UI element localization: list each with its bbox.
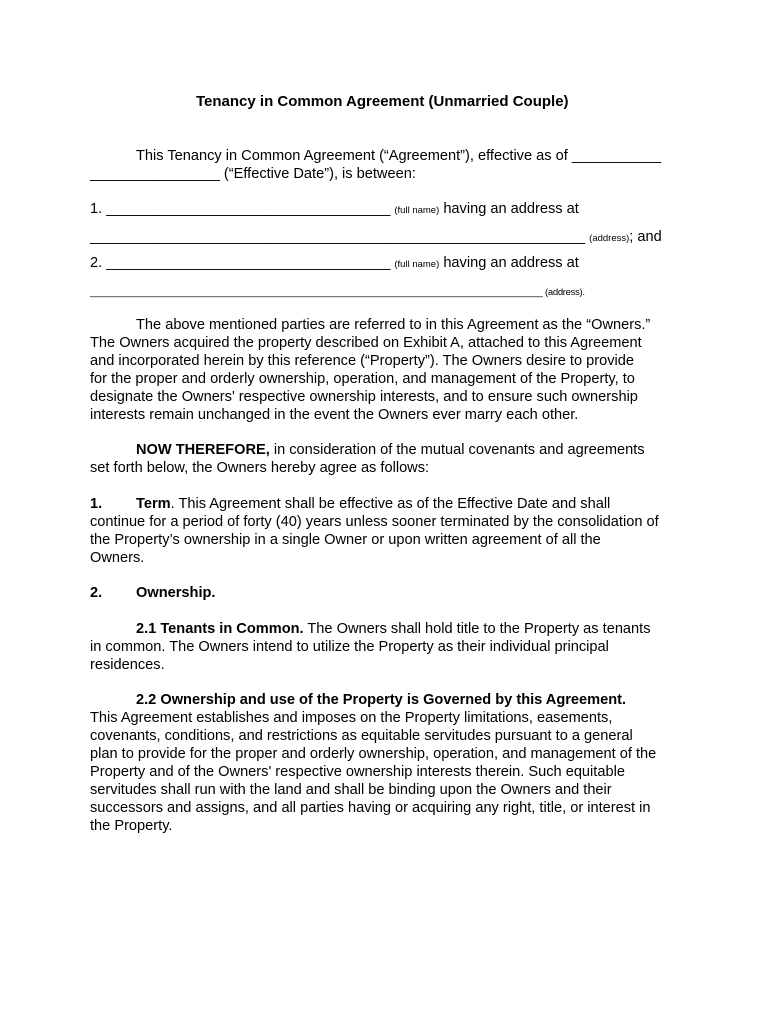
now-therefore-line-1	[136, 442, 645, 460]
recital-line-2: The Owners acquired the property described on Exhibit A, attached to this Agreement	[90, 335, 642, 351]
recital-line-3: and incorporated herein by this reference (“Property”). The Owners desire to provide	[90, 353, 635, 369]
intro-line-1: This Tenancy in Common Agreement (“Agreement”), effective as of ___________	[136, 148, 662, 164]
having-address-text: having an address at	[443, 201, 579, 217]
now-therefore-rest: in consideration of the mutual covenants and agreements	[269, 442, 645, 458]
party-2-number: 2.	[90, 255, 103, 271]
section-2-2-line-1: This Agreement establishes and imposes on the Property limitations, easements,	[90, 710, 613, 726]
recital-line-5: designate the Owners' respective ownership interests, and to ensure such ownership	[90, 389, 638, 405]
section-1-line-4: Owners.	[90, 550, 145, 566]
section-1-line-3: the Property’s ownership in a single Owner or upon written agreement of all the	[90, 532, 601, 548]
section-1-line-1	[90, 496, 102, 514]
section-2-2-heading: 2.2 Ownership and use of the Property is Governed by this Agreement.	[136, 692, 627, 708]
party-1-address-line	[90, 229, 662, 248]
section-2-1-line-1	[136, 621, 651, 639]
section-2-1-line-3: residences.	[90, 657, 165, 673]
having-address-text-2: having an address at	[443, 255, 579, 271]
section-2-heading: Ownership.	[136, 585, 216, 601]
now-therefore-line-2: set forth below, the Owners hereby agree as follows:	[90, 460, 430, 476]
party-1-number: 1.	[90, 201, 103, 217]
address-label: (address)	[589, 233, 630, 244]
party-1-line	[90, 201, 579, 220]
full-name-label: (full name)	[394, 205, 440, 216]
intro-line-2: ________________ (“Effective Date”), is between:	[90, 166, 416, 182]
section-2-2-line-7: the Property.	[90, 818, 173, 834]
section-2-2-line-5: servitudes shall run with the land and shall be binding upon the Owners and their	[90, 782, 612, 798]
section-1-heading: Term	[136, 496, 171, 512]
section-1-number: 1.	[90, 496, 103, 512]
section-2-1-first: The Owners shall hold title to the Property as tenants	[303, 621, 651, 637]
recital-line-1: The above mentioned parties are referred to in this Agreement as the “Owners.”	[136, 317, 651, 333]
full-name-label-2: (full name)	[394, 259, 440, 270]
section-1-first: . This Agreement shall be effective as of the Effective Date and shall	[170, 496, 611, 512]
party-2-address-blank[interactable]: ______________________________________________________________________________________	[90, 287, 543, 298]
recital-line-4: for the proper and orderly ownership, operation, and management of the Property, to	[90, 371, 635, 387]
party-2-line	[90, 255, 579, 274]
section-2-2-line-6: successors and assigns, and all parties having or acquiring any right, title, or interest in	[90, 800, 651, 816]
recital-line-6: interests remain unchanged in the event the Owners ever marry each other.	[90, 407, 579, 423]
section-1-line-2: continue for a period of forty (40) years unless sooner terminated by the consolidation of	[90, 514, 659, 530]
section-2-2-line-2: covenants, conditions, and restrictions as equitable servitudes pursuant to a general	[90, 728, 633, 744]
party-2-address-line	[90, 284, 585, 302]
section-1-heading-line	[136, 496, 610, 514]
party-1-name-blank[interactable]: ___________________________________	[106, 201, 391, 217]
party-1-address-blank[interactable]: _____________________________________________________________	[90, 229, 586, 245]
section-2-1-heading: 2.1 Tenants in Common.	[136, 621, 304, 637]
party-2-name-blank[interactable]: ___________________________________	[106, 255, 391, 271]
section-2-1-line-2: in common. The Owners intend to utilize the Property as their individual principal	[90, 639, 609, 655]
document-title: Tenancy in Common Agreement (Unmarried Couple)	[196, 93, 569, 110]
address-label-2: (address).	[544, 287, 585, 298]
section-2-number: 2.	[90, 585, 103, 601]
now-therefore-bold: NOW THEREFORE,	[136, 442, 270, 458]
and-text: ; and	[629, 229, 662, 245]
section-2-2-line-4: Property and of the Owners' respective ownership interests therein. Such equitable	[90, 764, 625, 780]
section-2-2-line-3: plan to provide for the proper and orderly ownership, operation, and management of the	[90, 746, 657, 762]
